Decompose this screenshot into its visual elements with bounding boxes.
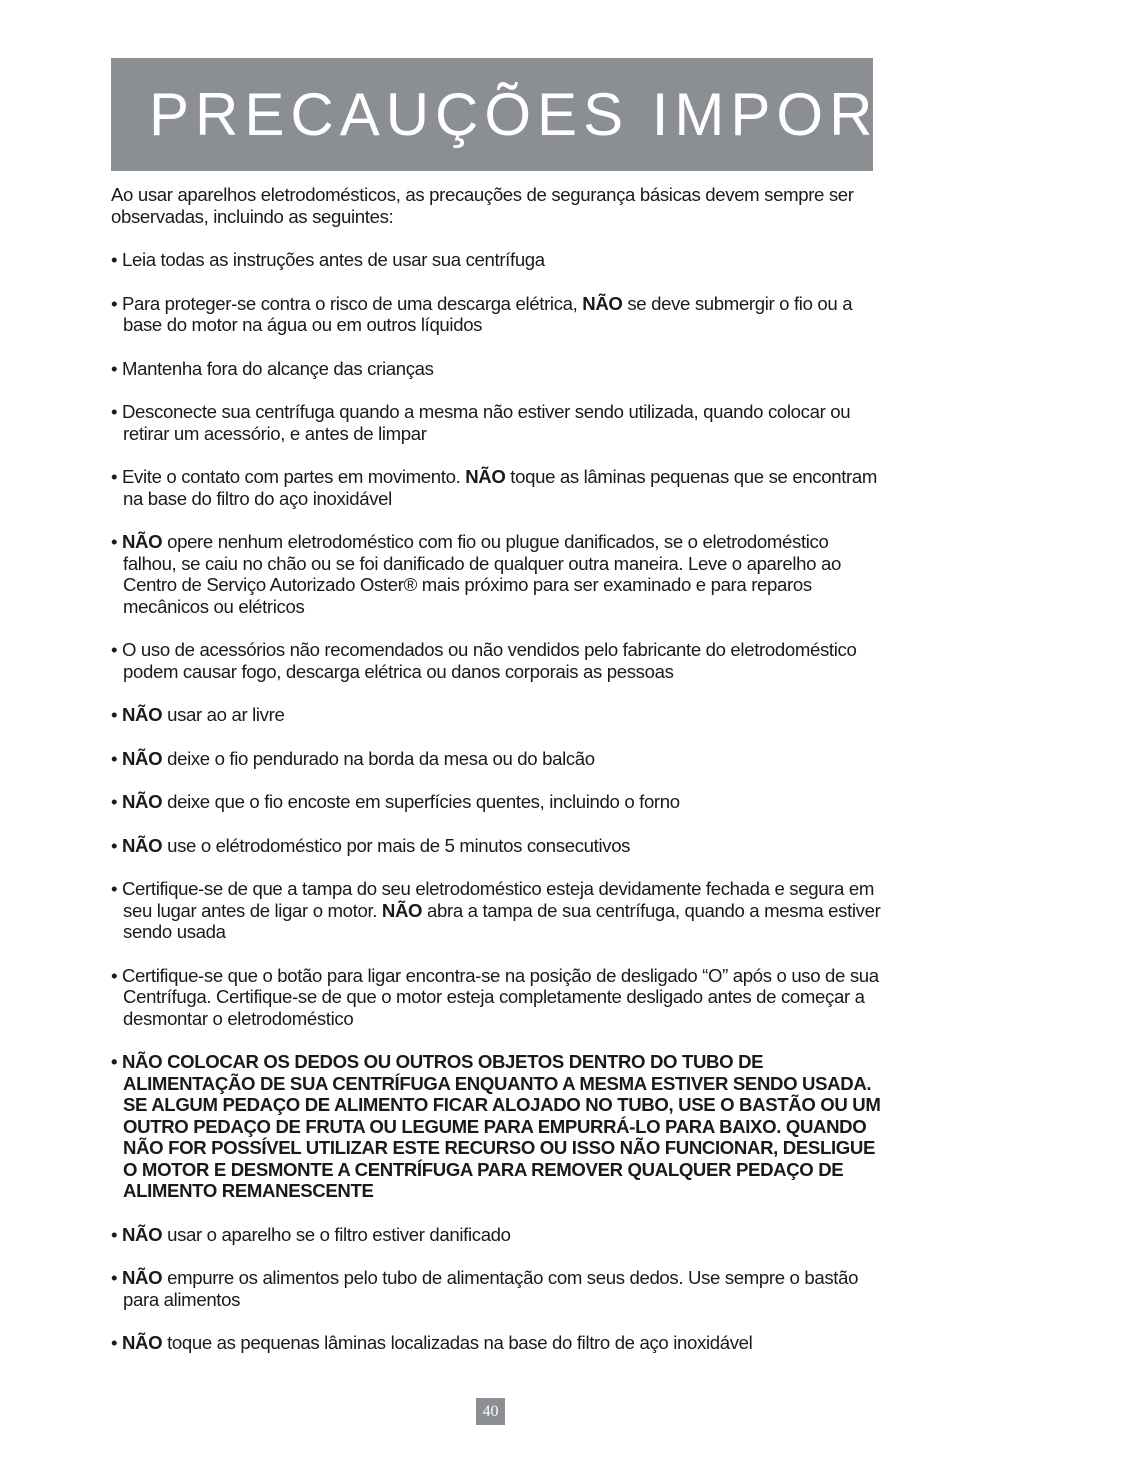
- precautions-content: [111, 184, 881, 1376]
- list-item: • Para proteger-se contra o risco de uma descarga elétrica, NÃO se deve submergir o fio ou a base do motor na água ou em outros líquidos: [111, 292, 853, 335]
- list-item: • Leia todas as instruções antes de usar sua centrífuga: [111, 249, 545, 270]
- intro-paragraph: Ao usar aparelhos eletrodomésticos, as precauções de segurança básicas devem sempre ser observadas, incluindo as seguintes:: [111, 184, 854, 227]
- list-item: • NÃO deixe que o fio encoste em superfícies quentes, incluindo o forno: [111, 791, 680, 812]
- list-item: • Certifique-se de que a tampa do seu eletrodoméstico esteja devidamente fechada e segura em seu lugar antes de ligar o motor. NÃO abra a tampa de sua centrífuga, quando a mesma estiver sendo usada: [111, 878, 881, 942]
- list-item: • Desconecte sua centrífuga quando a mesma não estiver sendo utilizada, quando colocar ou retirar um acessório, e antes de limpar: [111, 401, 851, 444]
- list-item: • NÃO toque as pequenas lâminas localizadas na base do filtro de aço inoxidável: [111, 1332, 753, 1353]
- list-item: • NÃO empurre os alimentos pelo tubo de alimentação com seus dedos. Use sempre o bastão para alimentos: [111, 1267, 859, 1310]
- header-band: [111, 58, 1146, 171]
- page-number: 40: [476, 1398, 505, 1425]
- list-item: • NÃO usar ao ar livre: [111, 704, 285, 725]
- list-item: • Mantenha fora do alcançe das crianças: [111, 357, 434, 379]
- list-item: • NÃO opere nenhum eletrodoméstico com fio ou plugue danificados, se o eletrodoméstico falhou, se caiu no chão ou se foi danificado de qualquer outra maneira. Leve o aparelho ao Centro de Serviço Autorizado Oster® mais próximo para ser examinado e para reparos mecânicos ou elétricos: [111, 531, 841, 617]
- list-item-warning: • NÃO COLOCAR OS DEDOS OU OUTROS OBJETOS DENTRO DO TUBO DE ALIMENTAÇÃO DE SUA CENTRÍFUGA ENQUANTO A MESMA ESTIVER SENDO USADA. SE ALGUM PEDAÇO DE ALIMENTO FICAR ALOJADO NO TUBO, USE O BASTÃO OU UM OUTRO PEDAÇO DE FRUTA OU LEGUME PARA EMPURRÁ-LO PARA BAIXO. QUANDO NÃO FOR POSSÍVEL UTILIZAR ESTE RECURSO OU ISSO NÃO FUNCIONAR, DESLIGUE O MOTOR E DESMONTE A CENTRÍFUGA PARA REMOVER QUALQUER PEDAÇO DE ALIMENTO REMANESCENTE: [111, 1051, 881, 1201]
- list-item: • Evite o contato com partes em movimento. NÃO toque as lâminas pequenas que se encontram na base do filtro do aço inoxidável: [111, 466, 878, 509]
- list-item: • O uso de acessórios não recomendados ou não vendidos pelo fabricante do eletrodoméstico podem causar fogo, descarga elétrica ou danos corporais as pessoas: [111, 639, 857, 682]
- list-item: • Certifique-se que o botão para ligar encontra-se na posição de desligado “O” após o uso de sua Centrífuga. Certifique-se de que o motor esteja completamente desligado antes de começar a desmontar o eletrodoméstico: [111, 964, 879, 1029]
- list-item: • NÃO deixe o fio pendurado na borda da mesa ou do balcão: [111, 747, 595, 769]
- list-item: • NÃO use o elétrodoméstico por mais de 5 minutos consecutivos: [111, 834, 631, 856]
- list-item: • NÃO usar o aparelho se o filtro estiver danificado: [111, 1223, 511, 1245]
- page-title: PRECAUÇÕES IMPORTANTES: [149, 81, 1146, 148]
